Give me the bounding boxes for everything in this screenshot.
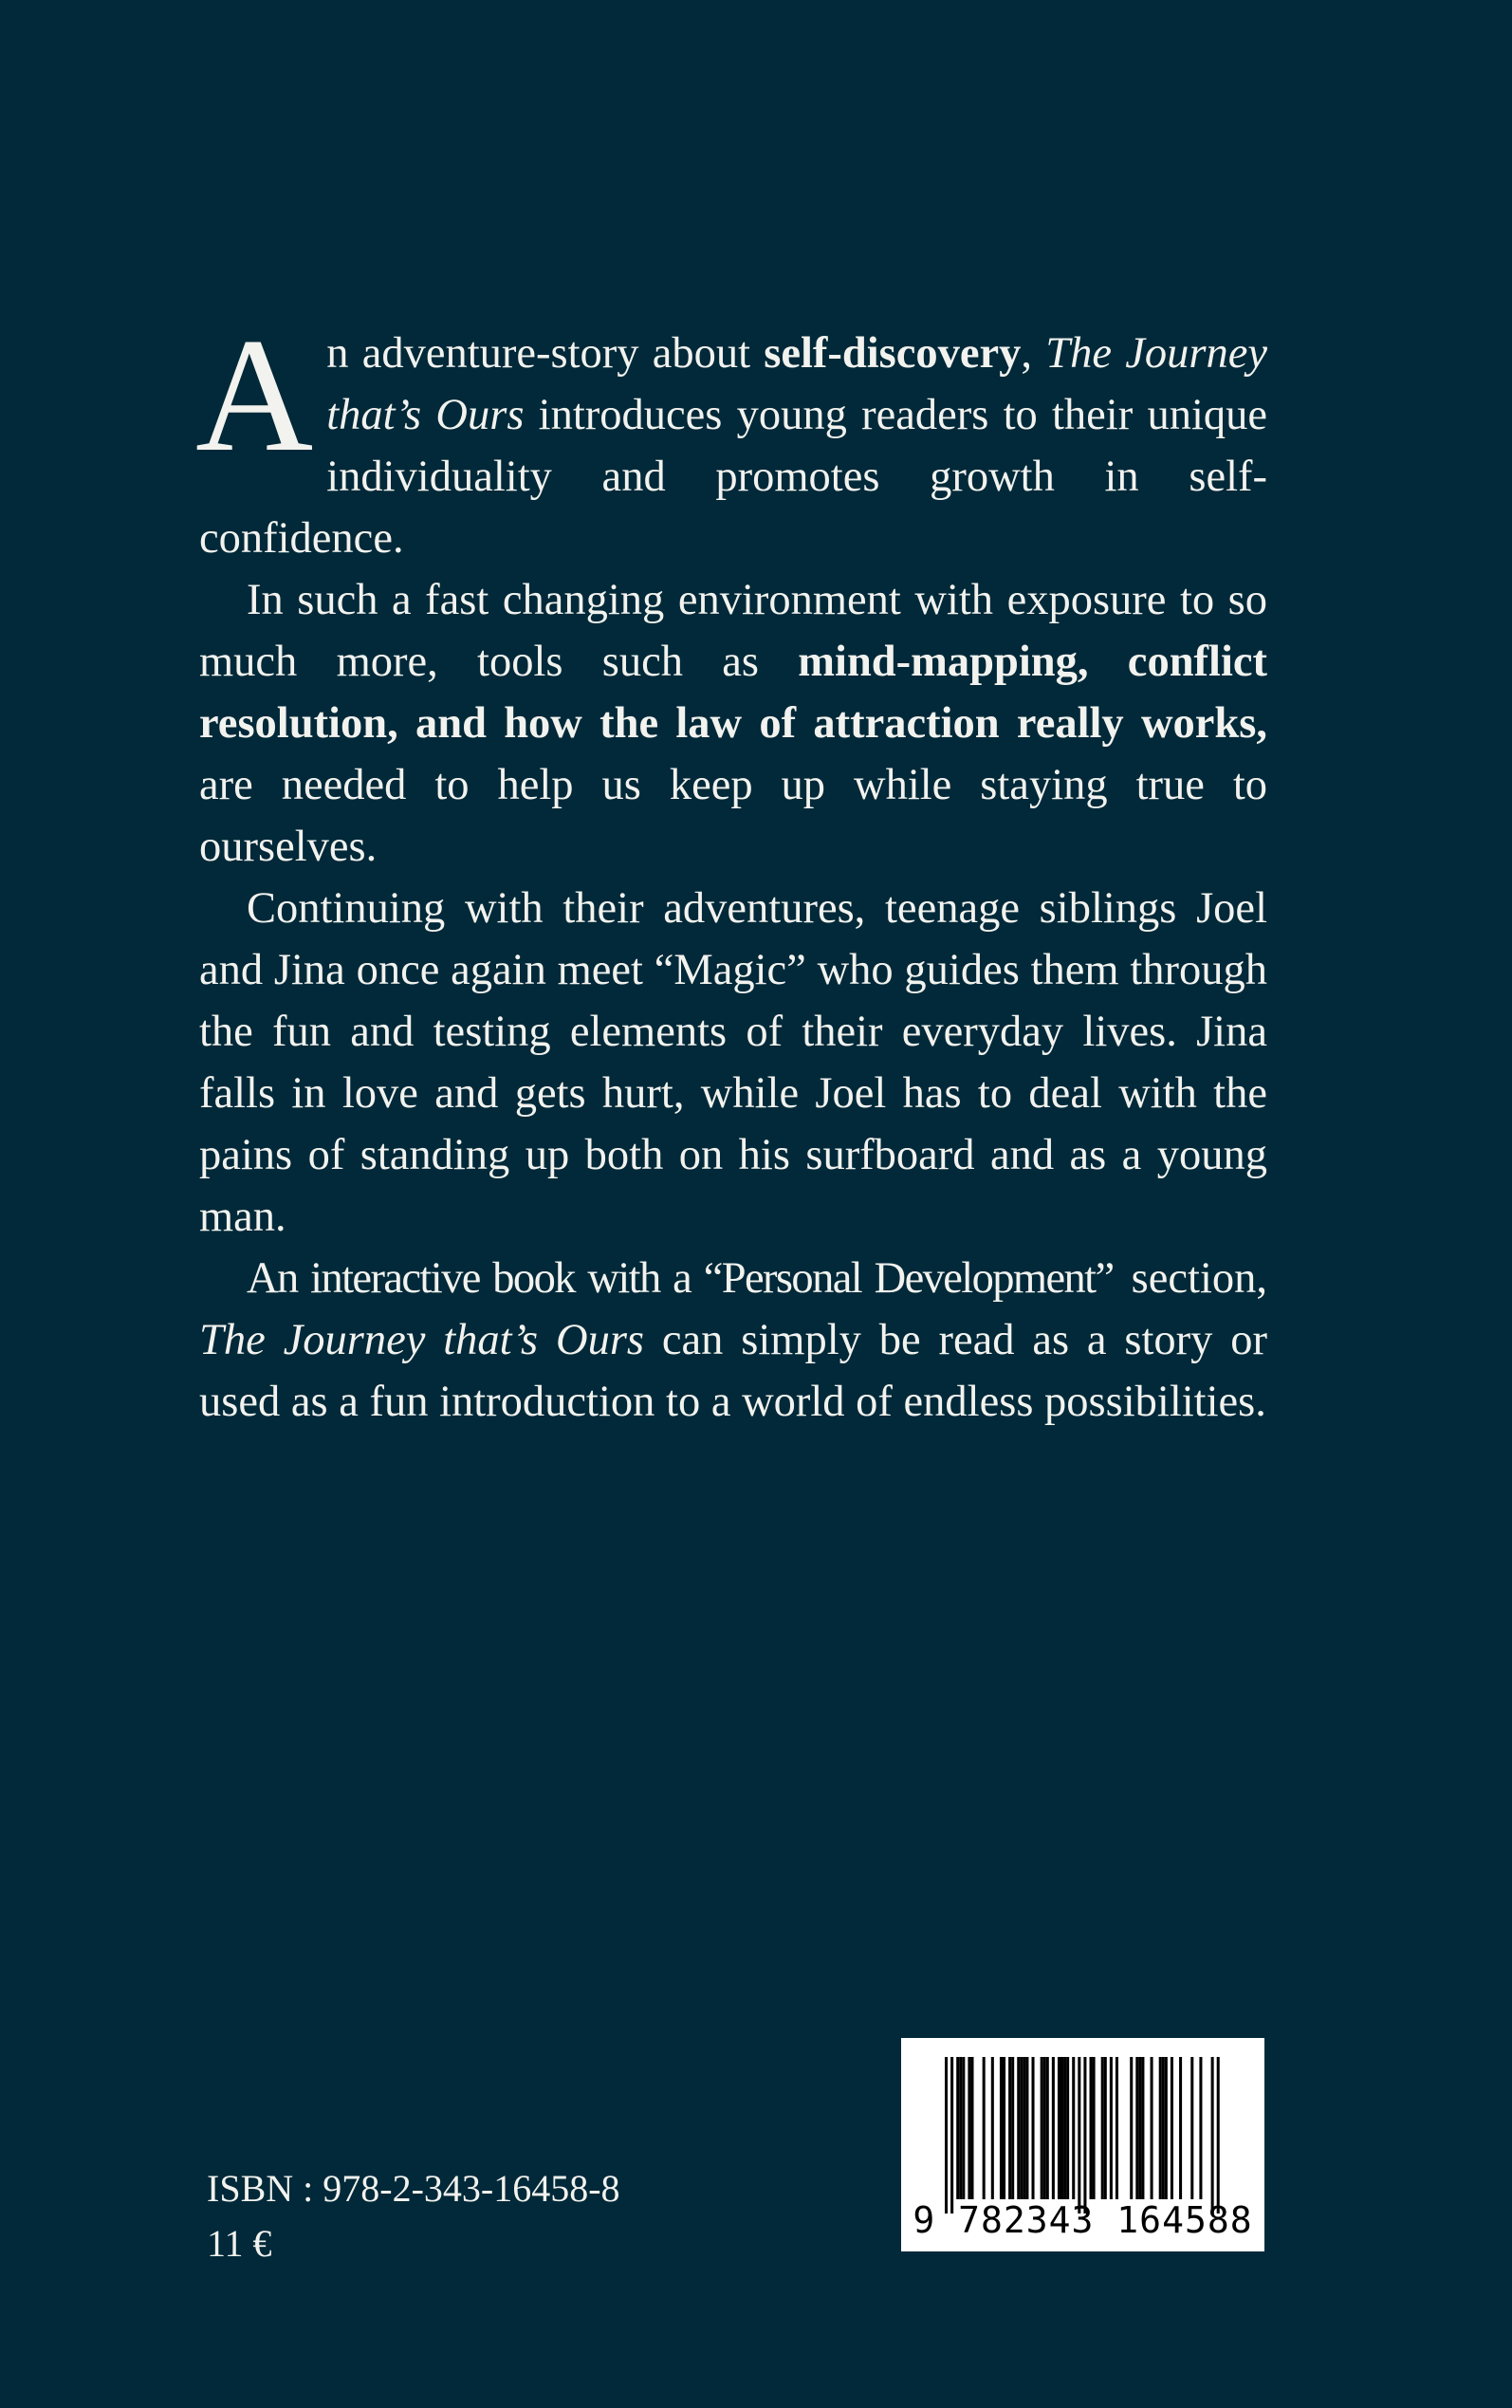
barcode-bar bbox=[1171, 2057, 1173, 2199]
p1-text-1: n adventure-story about bbox=[326, 329, 765, 378]
p1-bold-1: self-discovery bbox=[764, 329, 1022, 378]
barcode-bar bbox=[1046, 2057, 1049, 2199]
barcode-bar bbox=[1083, 2057, 1086, 2214]
p2-text-2: are needed to help us keep up while staying true to ourselves. bbox=[199, 761, 1267, 871]
barcode-bar bbox=[956, 2057, 959, 2199]
barcode-bar bbox=[959, 2057, 962, 2199]
barcode bbox=[901, 2038, 1264, 2251]
barcode-bar bbox=[1110, 2057, 1113, 2199]
blurb-paragraph-3 bbox=[199, 878, 1267, 1248]
barcode-bar bbox=[1058, 2057, 1060, 2199]
barcode-bar bbox=[1032, 2057, 1035, 2199]
p2-bold-1: mind-mapping, conflict resolution, and how the law of attraction really works, bbox=[199, 638, 1267, 748]
barcode-bar bbox=[991, 2057, 994, 2199]
barcode-bar bbox=[1000, 2057, 1003, 2199]
p2-text-1: In such a fast changing environment with exposure to so much more, tools such as bbox=[199, 576, 1267, 686]
barcode-bar bbox=[950, 2057, 953, 2214]
barcode-bar bbox=[970, 2057, 973, 2199]
barcode-bar bbox=[1151, 2057, 1153, 2199]
barcode-bar bbox=[1179, 2057, 1182, 2199]
barcode-bar bbox=[1093, 2057, 1096, 2199]
drop-cap: A bbox=[195, 306, 314, 486]
barcode-bar bbox=[1052, 2057, 1055, 2199]
p1-text-2: , bbox=[1021, 329, 1046, 378]
p1-book-title: The Journey that’s Ours bbox=[326, 329, 1267, 439]
back-cover-blurb bbox=[195, 306, 1268, 1433]
barcode-bar bbox=[1138, 2057, 1141, 2199]
barcode-bar bbox=[1011, 2057, 1014, 2199]
p4-text-1: An interactive book with a “Personal Development” bbox=[247, 1254, 1114, 1303]
p1-text-3: introduces young readers to their unique individuality and promotes growth in self-confidence. bbox=[199, 391, 1268, 563]
barcode-bar bbox=[1141, 2057, 1144, 2199]
barcode-bar bbox=[1043, 2057, 1046, 2199]
barcode-bar bbox=[1135, 2057, 1138, 2199]
p4-book-title: The Journey that’s Ours bbox=[199, 1316, 645, 1364]
barcode-bar bbox=[1217, 2057, 1220, 2214]
barcode-bar bbox=[1066, 2057, 1069, 2199]
barcode-bar bbox=[945, 2057, 948, 2214]
barcode-bar bbox=[1190, 2057, 1193, 2199]
p4-text-2: section, bbox=[1113, 1254, 1267, 1303]
barcode-bar bbox=[1060, 2057, 1063, 2199]
barcode-bar bbox=[1199, 2057, 1202, 2199]
barcode-bar bbox=[1130, 2057, 1133, 2199]
barcode-bar bbox=[1116, 2057, 1118, 2199]
isbn-label: ISBN : 978-2-343-16458-8 bbox=[207, 2167, 620, 2210]
barcode-bar bbox=[1041, 2057, 1043, 2199]
p3-text-1: Continuing with their adventures, teenage siblings Joel and Jina once again meet “Magic” who guides them through the fun and testing elements of their everyday lives. Jina falls in love and gets hurt, while Joel has to deal with the pains of standing up both on his surfboard and as a young man. bbox=[199, 884, 1267, 1241]
barcode-bar bbox=[1020, 2057, 1023, 2199]
barcode-bar bbox=[1017, 2057, 1020, 2199]
barcode-bar bbox=[1090, 2057, 1093, 2199]
blurb-paragraph-2 bbox=[199, 569, 1267, 878]
barcode-bar bbox=[1078, 2057, 1080, 2214]
barcode-bar bbox=[1025, 2057, 1028, 2199]
barcode-bar bbox=[1211, 2057, 1214, 2214]
blurb-paragraph-4 bbox=[199, 1248, 1267, 1433]
barcode-bar bbox=[1008, 2057, 1011, 2199]
barcode-digits: 9 782343 164588 bbox=[913, 2199, 1253, 2241]
barcode-bar bbox=[1159, 2057, 1162, 2199]
barcode-bar bbox=[1101, 2057, 1104, 2199]
barcode-bar bbox=[1072, 2057, 1075, 2199]
barcode-bar bbox=[1104, 2057, 1107, 2199]
p4-text-3: can simply be read as a story or used as a fun introduction to a world of endless possibilities. bbox=[199, 1316, 1267, 1426]
barcode-bar bbox=[1023, 2057, 1025, 2199]
barcode-bar bbox=[1063, 2057, 1066, 2199]
barcode-bar bbox=[1162, 2057, 1165, 2199]
barcode-bar bbox=[983, 2057, 986, 2199]
barcode-bar bbox=[1165, 2057, 1168, 2199]
blurb-paragraph-1 bbox=[195, 306, 1268, 569]
barcode-bar bbox=[962, 2057, 965, 2199]
price-label: 11 € bbox=[207, 2222, 272, 2265]
barcode-bar bbox=[968, 2057, 970, 2199]
barcode-bar bbox=[1003, 2057, 1005, 2199]
